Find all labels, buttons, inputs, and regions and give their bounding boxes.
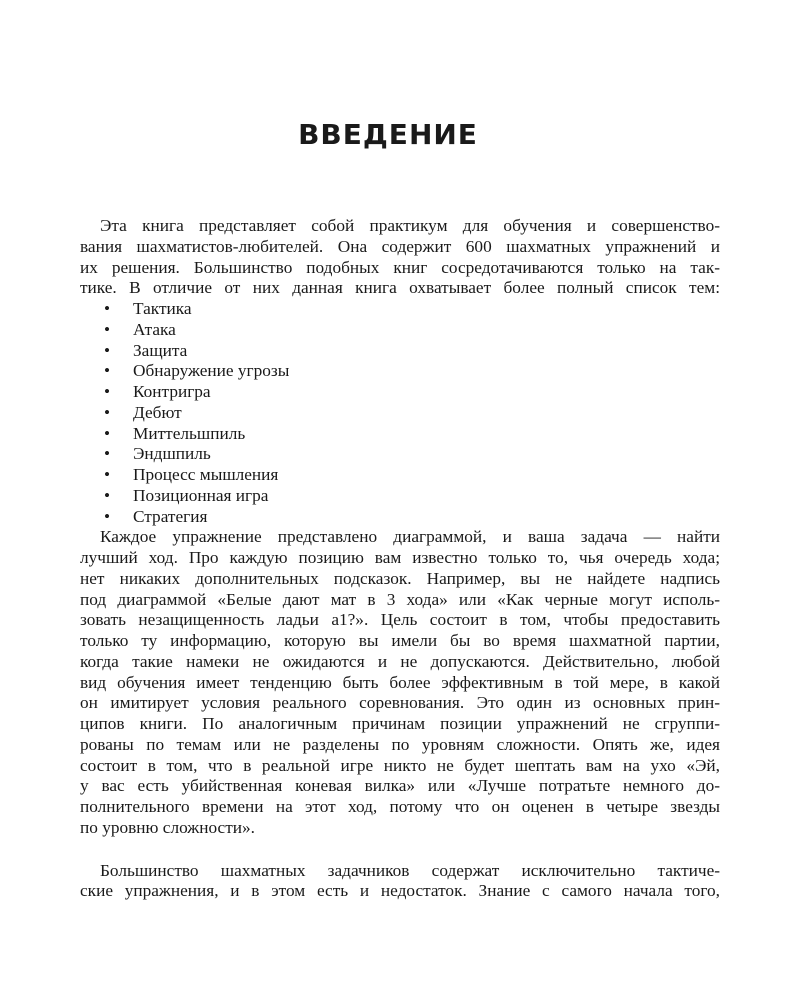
page-body — [80, 216, 720, 902]
text-line: рованы по темам или не разделены по уровням сложности. Опять же, идея — [80, 734, 720, 754]
text-line: лучший ход. Про каждую позицию вам известно только то, чья очередь хода; — [80, 548, 720, 567]
topic-list-item — [80, 444, 720, 465]
topic-label: Дебют — [133, 402, 182, 422]
text-line: под диаграммой «Белые дают мат в 3 хода» или «Как черные могут исполь- — [80, 589, 720, 609]
text-line: у вас есть убийственная коневая вилка» или «Лучше потратьте немного до- — [80, 776, 720, 796]
text-line: когда такие намеки не ожидаются и не допускаются. Действительно, любой — [80, 651, 720, 671]
paragraph-tactics — [80, 861, 720, 903]
topic-label: Атака — [133, 319, 176, 339]
topic-label: Защита — [133, 340, 188, 360]
text-line: тике. В отличие от них данная книга охватывает более полный список тем: — [80, 278, 720, 298]
text-line: нет никаких дополнительных подсказок. Например, вы не найдете надпись — [80, 568, 720, 588]
topic-list — [80, 299, 720, 527]
topic-label: Позиционная игра — [133, 485, 269, 505]
text-line: по уровню сложности». — [80, 817, 255, 837]
topic-list-item — [80, 341, 720, 362]
topic-list-item — [80, 382, 720, 403]
text-line: ские упражнения, и в этом есть и недостаток. Знание с самого начала того, — [80, 881, 720, 901]
topic-list-item — [80, 320, 720, 341]
bullet-icon: • — [104, 319, 111, 339]
bullet-icon: • — [104, 444, 111, 464]
paragraph-intro — [80, 216, 720, 299]
topic-label: Контригра — [133, 382, 211, 401]
topic-label: Эндшпиль — [133, 444, 211, 464]
bullet-icon: • — [104, 485, 111, 505]
topic-list-item — [80, 507, 720, 528]
topic-list-item — [80, 299, 720, 320]
topic-label: Процесс мышления — [133, 465, 279, 484]
text-line: их решения. Большинство подобных книг сосредотачиваются только на так- — [80, 257, 720, 277]
bullet-icon: • — [104, 423, 111, 443]
bullet-icon: • — [104, 506, 111, 526]
text-line: вания шахматистов-любителей. Она содержит 600 шахматных упражнений и — [80, 236, 720, 256]
bullet-icon: • — [104, 465, 111, 484]
bullet-icon: • — [104, 361, 111, 381]
bullet-icon: • — [104, 402, 111, 422]
bullet-icon: • — [104, 340, 111, 360]
paragraph-exercises — [80, 527, 720, 838]
text-line: Эта книга представляет собой практикум для обучения и совершенство- — [100, 216, 720, 235]
bullet-icon: • — [104, 299, 111, 318]
topic-label: Стратегия — [133, 506, 208, 526]
text-line: только ту информацию, которую вы имели бы во время шахматной партии, — [80, 631, 720, 650]
text-line: он имитирует условия реального соревнования. Это один из основных прин- — [80, 693, 720, 713]
text-line: Каждое упражнение представлено диаграммой, и ваша задача — найти — [100, 527, 720, 547]
bullet-icon: • — [104, 382, 111, 401]
text-line: зовать незащищенность ладьи a1?». Цель состоит в том, чтобы предоставить — [80, 610, 720, 630]
topic-list-item — [80, 403, 720, 424]
text-line: состоит в том, что в реальной игре никто не будет шептать вам на ухо «Эй, — [80, 755, 720, 775]
topic-list-item — [80, 424, 720, 445]
topic-list-item — [80, 361, 720, 382]
text-line: полнительного времени на этот ход, потому что он оценен в четыре звезды — [80, 797, 720, 816]
topic-label: Обнаружение угрозы — [133, 361, 290, 381]
topic-list-item — [80, 465, 720, 486]
text-line: вид обучения имеет тенденцию быть более эффективным в той мере, в какой — [80, 672, 720, 692]
paragraph-gap — [80, 839, 720, 861]
topic-label: Миттельшпиль — [133, 423, 246, 443]
text-line: Большинство шахматных задачников содержат исключительно тактиче- — [100, 860, 720, 880]
topic-label: Тактика — [133, 299, 192, 318]
page-title: ВВЕДЕНИЕ — [298, 118, 478, 151]
topic-list-item — [80, 486, 720, 507]
text-line: ципов книги. По аналогичным причинам позиции упражнений не сгруппи- — [80, 714, 720, 733]
